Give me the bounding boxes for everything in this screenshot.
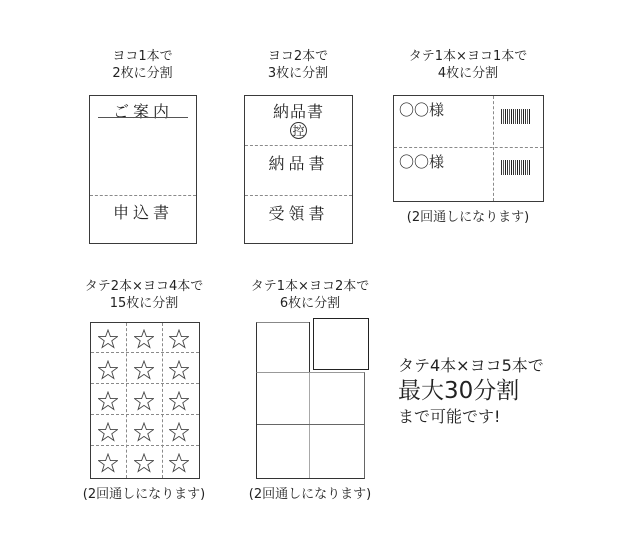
card1-caption-line1: ヨコ1本で: [112, 49, 173, 64]
card3-sheet: [393, 95, 544, 202]
card5-piece-top-left: [256, 322, 310, 372]
card4-caption-line1: タテ2本×ヨコ4本で: [84, 279, 204, 294]
card1-label-guide: ご案内: [112, 102, 173, 121]
card2-perforation-1: [245, 145, 352, 146]
star-icon: [98, 329, 118, 349]
card1-caption: [89, 48, 196, 82]
summary-line2: 最大30分割: [398, 378, 520, 404]
card1-label-application: 申込書: [112, 203, 173, 222]
card3-recipient-top: 〇〇様: [399, 101, 445, 119]
summary-line3: まで可能です!: [398, 407, 501, 426]
card2-copy-stamp: 控: [290, 122, 307, 139]
card5-vertical-cut-top: [309, 322, 310, 372]
card4-vertical-perforation-1: [126, 323, 127, 478]
star-icon: [134, 453, 154, 473]
star-icon: [98, 391, 118, 411]
star-icon: [169, 360, 189, 380]
card1-caption-line2: 2枚に分割: [112, 66, 173, 81]
card5-lower-body: [256, 372, 365, 479]
card3-caption-line1: タテ1本×ヨコ1本で: [408, 49, 528, 64]
card3-caption: [388, 48, 548, 82]
card2-label-receipt: 受領書: [268, 204, 329, 223]
card4-horizontal-perforation-3: [91, 414, 199, 415]
card5-note: (2回通しになります): [248, 487, 372, 502]
card1-sheet: [89, 95, 197, 244]
card2-label-delivery-copy: 納品書: [272, 102, 324, 121]
card3-vertical-perforation: [493, 96, 494, 201]
star-icon: [169, 453, 189, 473]
star-icon: [98, 453, 118, 473]
card4-caption-line2: 15枚に分割: [109, 296, 179, 311]
card4-sheet: [90, 322, 200, 479]
barcode-icon: [501, 160, 531, 175]
card4-caption: [62, 278, 226, 312]
card4-horizontal-perforation-2: [91, 383, 199, 384]
card5-horizontal-cut: [257, 424, 364, 425]
star-icon: [134, 422, 154, 442]
card5-vertical-cut: [309, 373, 310, 478]
card4-horizontal-perforation-4: [91, 445, 199, 446]
star-icon: [169, 391, 189, 411]
summary-text: [398, 355, 544, 427]
card3-horizontal-perforation: [394, 147, 543, 148]
star-icon: [98, 422, 118, 442]
card3-recipient-bottom: 〇〇様: [399, 153, 445, 171]
star-icon: [98, 360, 118, 380]
card2-perforation-2: [245, 195, 352, 196]
star-icon: [134, 360, 154, 380]
barcode-icon: [501, 109, 531, 124]
star-icon: [169, 329, 189, 349]
star-icon: [134, 391, 154, 411]
card5-caption: [228, 278, 392, 312]
card2-sheet: [244, 95, 353, 244]
card2-caption: [244, 48, 352, 82]
card1-underline: [98, 117, 188, 118]
summary-line1: タテ4本×ヨコ5本で: [398, 356, 544, 375]
card4-note: (2回通しになります): [82, 487, 206, 502]
card5-caption-line1: タテ1本×ヨコ2本で: [250, 279, 370, 294]
card4-vertical-perforation-2: [162, 323, 163, 478]
card1-perforation: [90, 195, 196, 196]
card3-caption-line2: 4枚に分割: [437, 66, 499, 81]
card5-lifted-piece: [313, 318, 369, 370]
star-icon: [134, 329, 154, 349]
star-icon: [169, 422, 189, 442]
card2-caption-line2: 3枚に分割: [267, 66, 329, 81]
card2-label-delivery: 納品書: [268, 154, 329, 173]
card4-horizontal-perforation-1: [91, 352, 199, 353]
card2-caption-line1: ヨコ2本で: [267, 49, 329, 64]
card5-caption-line2: 6枚に分割: [279, 296, 341, 311]
card3-note: (2回通しになります): [406, 210, 530, 225]
